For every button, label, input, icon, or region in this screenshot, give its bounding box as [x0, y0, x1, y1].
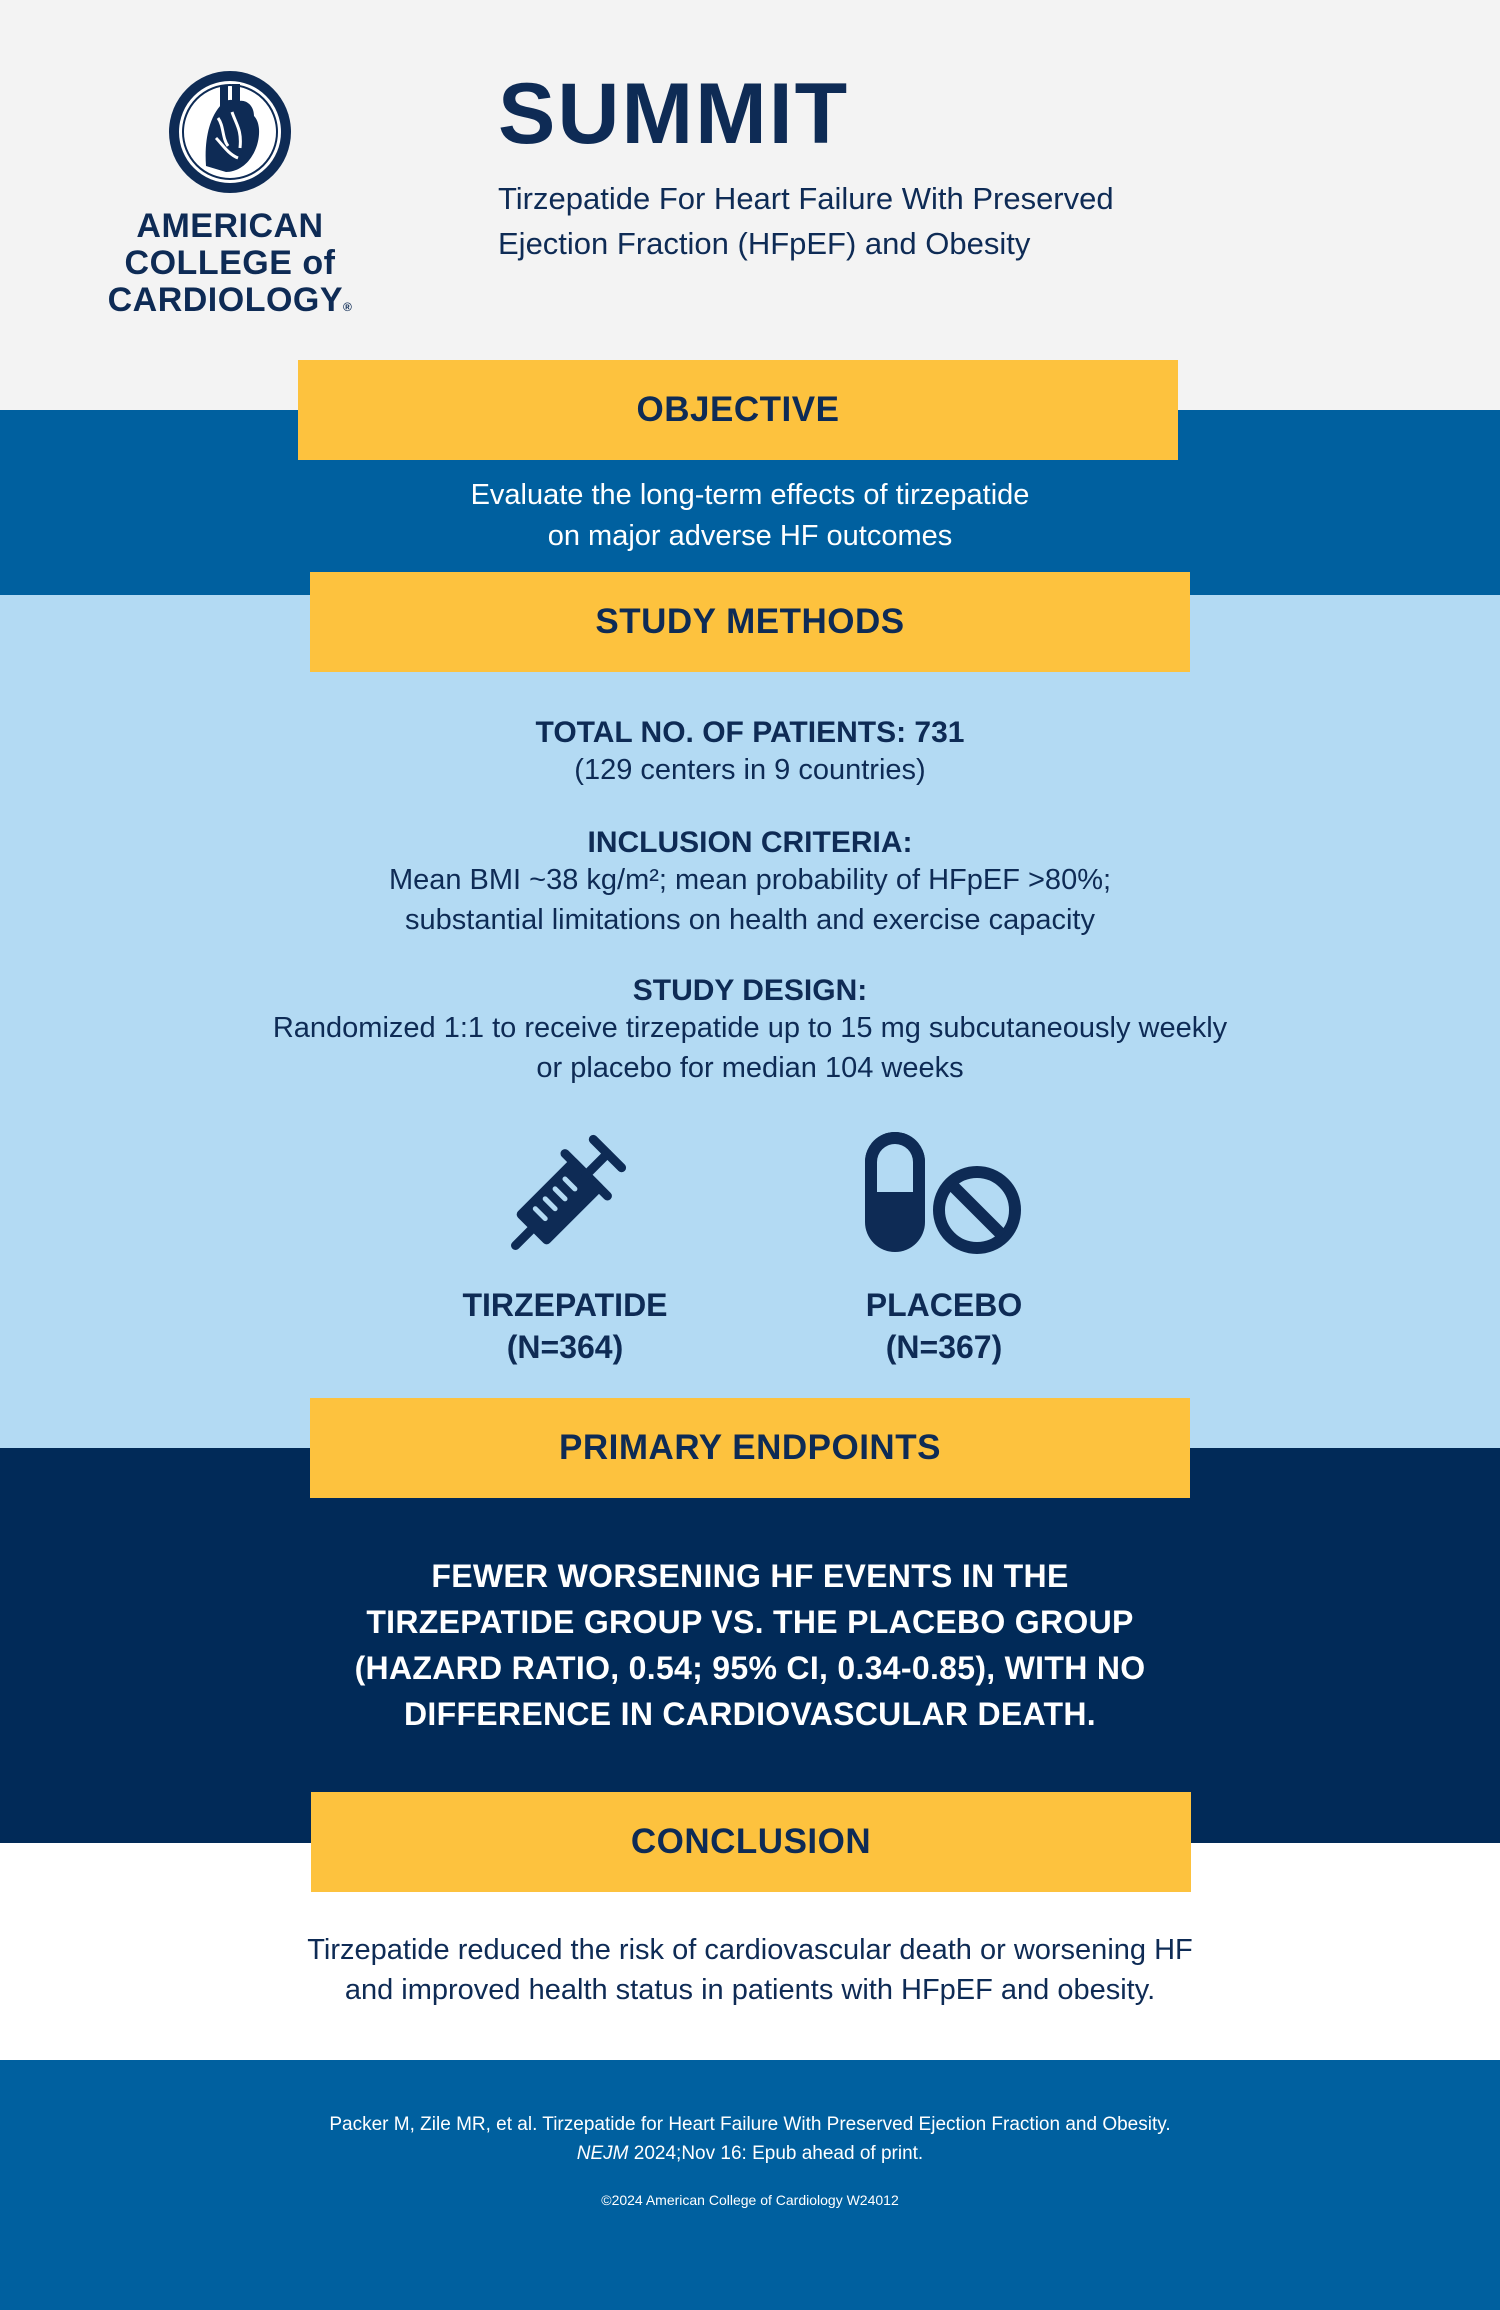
citation: [0, 2110, 1500, 2168]
objective-banner: [298, 360, 1178, 460]
inclusion-heading: INCLUSION CRITERIA:: [587, 826, 913, 859]
study-methods-heading: STUDY METHODS: [595, 602, 905, 641]
conclusion-banner: [311, 1792, 1191, 1892]
primary-endpoints-heading: PRIMARY ENDPOINTS: [559, 1428, 941, 1467]
placebo-pill-icon: [860, 1128, 1030, 1258]
objective-line-1: Evaluate the long-term effects of tirzepatide: [470, 479, 1030, 511]
placebo-arm-n: (N=367): [885, 1329, 1003, 1365]
design-line-2: or placebo for median 104 weeks: [536, 1052, 964, 1084]
patients-heading: TOTAL NO. OF PATIENTS: 731: [535, 716, 965, 749]
citation-line-2: [0, 2139, 1500, 2168]
subtitle-line-1: Tirzepatide For Heart Failure With Preserved: [498, 181, 1114, 216]
conclusion-line-1: Tirzepatide reduced the risk of cardiovascular death or worsening HF: [307, 1934, 1193, 1966]
design-line-1: Randomized 1:1 to receive tirzepatide up to 15 mg subcutaneously weekly: [272, 1012, 1228, 1044]
design-block: [0, 974, 1500, 1088]
primary-line-4: DIFFERENCE IN CARDIOVASCULAR DEATH.: [404, 1696, 1096, 1732]
subtitle-line-2: Ejection Fraction (HFpEF) and Obesity: [498, 226, 1031, 261]
patients-detail: (129 centers in 9 countries): [574, 754, 926, 786]
conclusion-text: [0, 1930, 1500, 2010]
inclusion-line-2: substantial limitations on health and exercise capacity: [405, 904, 1095, 936]
objective-line-2: on major adverse HF outcomes: [547, 520, 953, 552]
acc-logo: [90, 68, 370, 326]
page-subtitle: [498, 176, 1298, 266]
page-title: SUMMIT: [498, 66, 850, 162]
registered-mark: ®: [343, 300, 353, 314]
placebo-arm-name: PLACEBO: [865, 1287, 1023, 1323]
patients-block: [0, 716, 1500, 790]
tirzepatide-arm-n: (N=364): [506, 1329, 624, 1365]
primary-line-1: FEWER WORSENING HF EVENTS IN THE: [431, 1558, 1069, 1594]
placebo-arm-label: [784, 1284, 1104, 1368]
copyright: ©2024 American College of Cardiology W24012: [601, 2192, 899, 2208]
syringe-icon: [485, 1118, 645, 1273]
logo-line-2: COLLEGE of: [124, 244, 336, 282]
primary-endpoints-text: [0, 1553, 1500, 1737]
citation-line-2-rest: 2024;Nov 16: Epub ahead of print.: [628, 2143, 924, 2164]
inclusion-block: [0, 826, 1500, 940]
inclusion-line-1: Mean BMI ~38 kg/m²; mean probability of HFpEF >80%;: [388, 864, 1112, 896]
tirzepatide-arm-label: [405, 1284, 725, 1368]
design-heading: STUDY DESIGN:: [632, 974, 868, 1007]
conclusion-heading: CONCLUSION: [630, 1822, 872, 1861]
primary-endpoints-banner: [310, 1398, 1190, 1498]
citation-line-1: Packer M, Zile MR, et al. Tirzepatide for Heart Failure With Preserved Ejection Fraction and Obesity.: [329, 2114, 1171, 2135]
footer-section: [0, 2060, 1500, 2310]
primary-line-3: (HAZARD RATIO, 0.54; 95% CI, 0.34-0.85), WITH NO: [354, 1650, 1146, 1686]
logo-line-1: AMERICAN: [136, 207, 324, 245]
primary-line-2: TIRZEPATIDE GROUP VS. THE PLACEBO GROUP: [366, 1604, 1134, 1640]
tirzepatide-arm-name: TIRZEPATIDE: [462, 1287, 668, 1323]
objective-text: [0, 475, 1500, 557]
study-methods-banner: [310, 572, 1190, 672]
objective-heading: OBJECTIVE: [636, 390, 840, 429]
conclusion-line-2: and improved health status in patients with HFpEF and obesity.: [344, 1974, 1156, 2006]
logo-line-3: CARDIOLOGY: [107, 281, 344, 319]
acc-seal-icon: [166, 68, 294, 196]
acc-logo-text: [90, 208, 370, 326]
citation-journal: NEJM: [576, 2143, 629, 2164]
